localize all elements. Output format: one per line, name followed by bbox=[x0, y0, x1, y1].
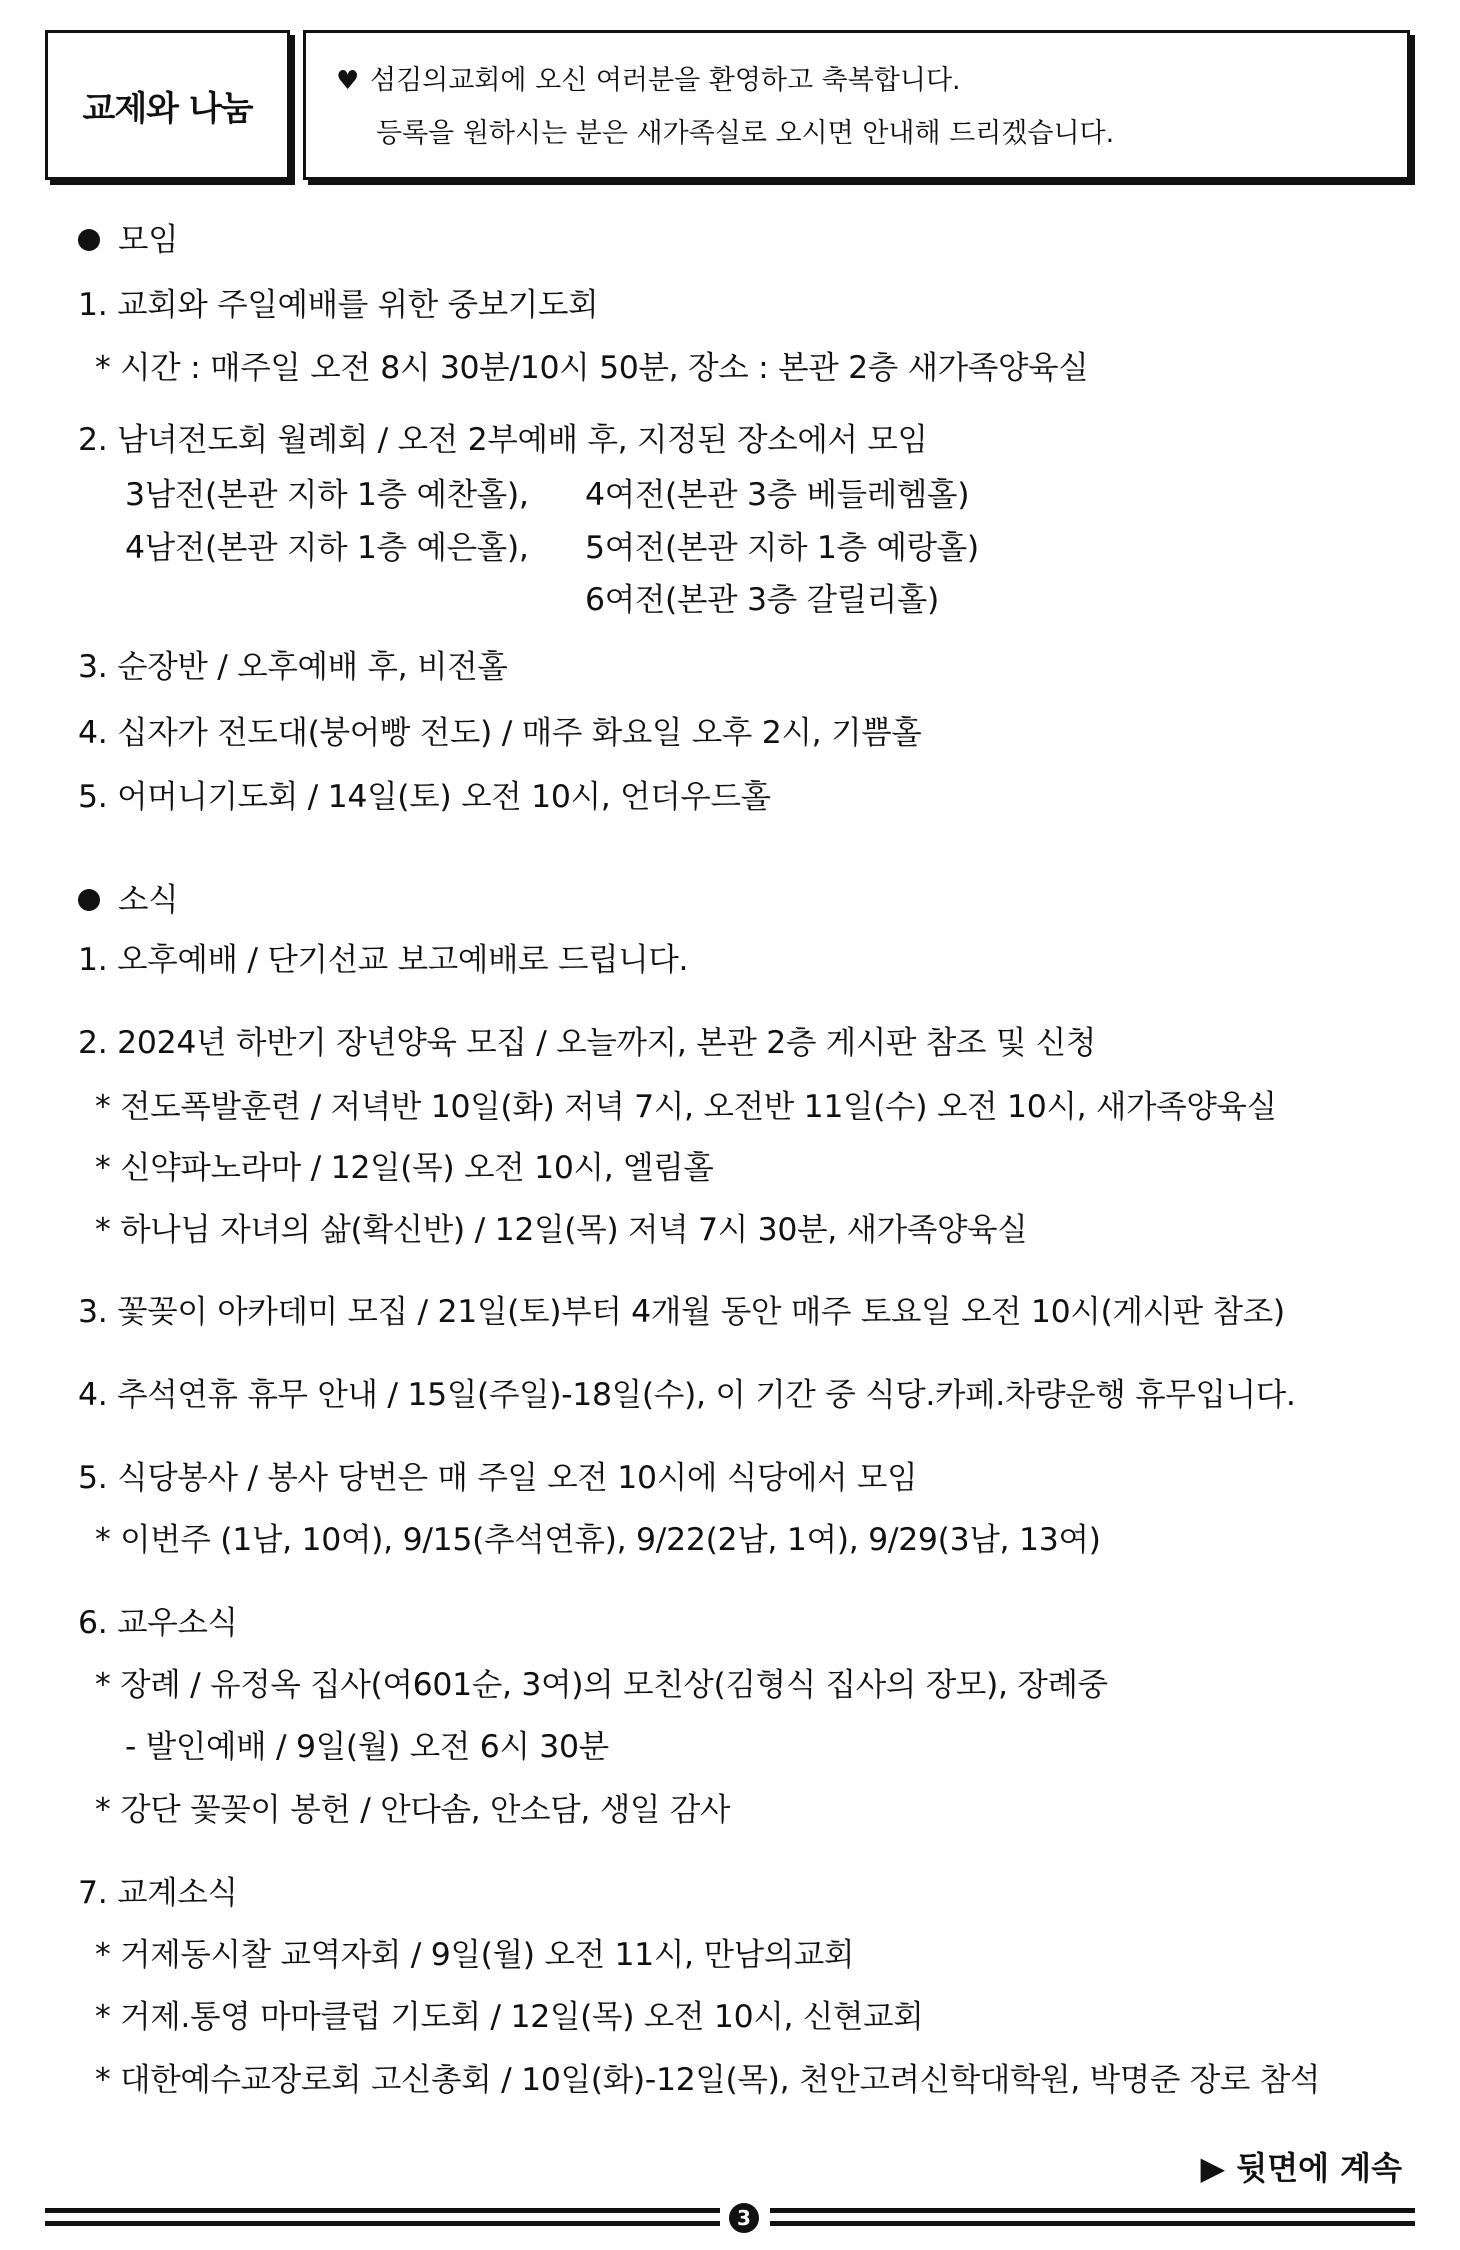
meeting-item-2: 2. 남녀전도회 월례회 / 오전 2부예배 후, 지정된 장소에서 모임 bbox=[78, 422, 928, 458]
news-item-2: 2. 2024년 하반기 장년양육 모집 / 오늘까지, 본관 2층 게시판 참조 및 신청 bbox=[78, 1025, 1096, 1061]
news-item-2-detail-3: * 하나님 자녀의 삶(확신반) / 12일(목) 저녁 7시 30분, 새가족양육실 bbox=[95, 1212, 1028, 1248]
news-item-4: 4. 추석연휴 휴무 안내 / 15일(주일)-18일(수), 이 기간 중 식당.카페.차량운행 휴무입니다. bbox=[78, 1377, 1296, 1413]
meeting-item-1: 1. 교회와 주일예배를 위한 중보기도회 bbox=[78, 287, 599, 323]
meeting-item-5: 5. 어머니기도회 / 14일(토) 오전 10시, 언더우드홀 bbox=[78, 779, 771, 815]
meetings-heading: 모임 bbox=[78, 220, 178, 260]
section-title: 교제와 나눔 bbox=[82, 88, 253, 129]
news-item-5: 5. 식당봉사 / 봉사 당번은 매 주일 오전 10시에 식당에서 모임 bbox=[78, 1460, 918, 1496]
news-item-6-detail-2: * 강단 꽃꽂이 봉헌 / 안다솜, 안소담, 생일 감사 bbox=[95, 1792, 731, 1828]
meeting-item-1-detail: * 시간 : 매주일 오전 8시 30분/10시 50분, 장소 : 본관 2층 새가족양육실 bbox=[95, 350, 1089, 386]
news-item-2-detail-1: * 전도폭발훈련 / 저녁반 10일(화) 저녁 7시, 오전반 11일(수) 오전 10시, 새가족양육실 bbox=[95, 1089, 1277, 1125]
meeting-item-3: 3. 순장반 / 오후예배 후, 비전홀 bbox=[78, 649, 508, 685]
news-item-6-detail-1-sub: - 발인예배 / 9일(월) 오전 6시 30분 bbox=[125, 1729, 609, 1765]
page-number-badge: 3 bbox=[729, 2203, 759, 2233]
meeting-item-2-group-4m: 4남전(본관 지하 1층 예은홀), bbox=[125, 530, 529, 566]
footer-rule-right bbox=[770, 2208, 1415, 2226]
news-heading: 소식 bbox=[78, 880, 178, 920]
continue-on-back-label: ▶ 뒷면에 계속 bbox=[1200, 2149, 1402, 2187]
news-item-7-detail-3: * 대한예수교장로회 고신총회 / 10일(화)-12일(목), 천안고려신학대학원, 박명준 장로 참석 bbox=[95, 2062, 1321, 2098]
meeting-item-2-group-4w: 4여전(본관 3층 베들레헴홀) bbox=[585, 477, 970, 513]
welcome-line-1: ♥ 섬김의교회에 오신 여러분을 환영하고 축복합니다. bbox=[336, 61, 1407, 101]
news-item-7-detail-1: * 거제동시찰 교역자회 / 9일(월) 오전 11시, 만남의교회 bbox=[95, 1937, 855, 1973]
bullet-icon bbox=[78, 880, 118, 920]
news-item-2-detail-2: * 신약파노라마 / 12일(목) 오전 10시, 엘림홀 bbox=[95, 1150, 714, 1186]
footer-rule-left bbox=[45, 2208, 720, 2226]
news-item-6: 6. 교우소식 bbox=[78, 1605, 238, 1641]
news-item-3: 3. 꽃꽂이 아카데미 모집 / 21일(토)부터 4개월 동안 매주 토요일 오전 10시(게시판 참조) bbox=[78, 1294, 1285, 1330]
heart-icon: ♥ bbox=[336, 66, 360, 96]
news-item-7: 7. 교계소식 bbox=[78, 1875, 238, 1911]
section-title-box bbox=[45, 30, 290, 180]
welcome-box bbox=[303, 30, 1410, 180]
meeting-item-2-group-3m: 3남전(본관 지하 1층 예찬홀), bbox=[125, 477, 529, 513]
bullet-icon bbox=[78, 220, 118, 260]
news-item-1: 1. 오후예배 / 단기선교 보고예배로 드립니다. bbox=[78, 942, 689, 978]
welcome-line-2: 등록을 원하시는 분은 새가족실로 오시면 안내해 드리겠습니다. bbox=[376, 118, 1115, 149]
meeting-item-4: 4. 십자가 전도대(붕어빵 전도) / 매주 화요일 오후 2시, 기쁨홀 bbox=[78, 715, 922, 751]
meeting-item-2-group-6w: 6여전(본관 3층 갈릴리홀) bbox=[585, 582, 940, 618]
meeting-item-2-group-5w: 5여전(본관 지하 1층 예랑홀) bbox=[585, 530, 979, 566]
news-item-7-detail-2: * 거제.통영 마마클럽 기도회 / 12일(목) 오전 10시, 신현교회 bbox=[95, 1999, 924, 2035]
news-item-6-detail-1: * 장례 / 유정옥 집사(여601순, 3여)의 모친상(김형식 집사의 장모), 장례중 bbox=[95, 1667, 1108, 1703]
news-item-5-detail: * 이번주 (1남, 10여), 9/15(추석연휴), 9/22(2남, 1여), 9/29(3남, 13여) bbox=[95, 1522, 1101, 1558]
